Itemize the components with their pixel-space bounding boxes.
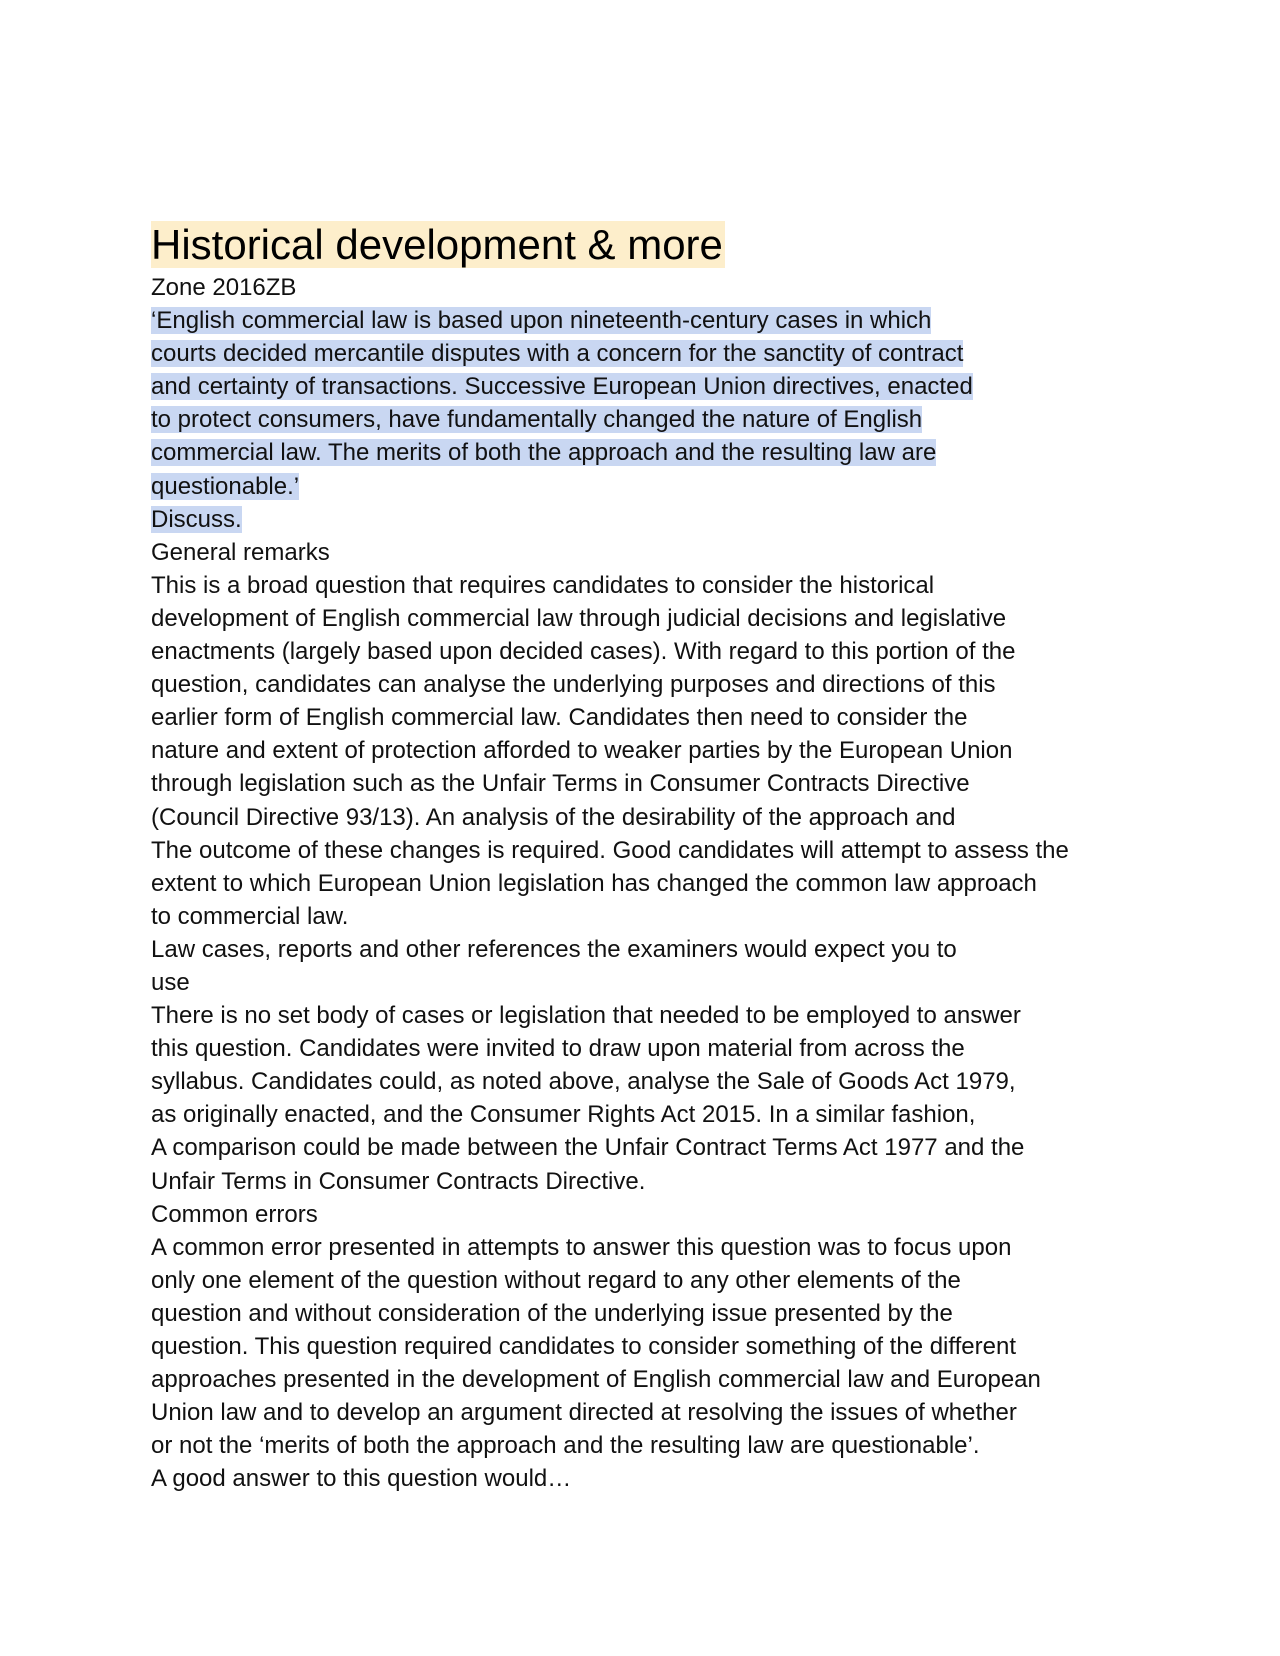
document-body — [151, 219, 1151, 1495]
paragraph-line: as originally enacted, and the Consumer Rights Act 2015. In a similar fashion, — [151, 1101, 976, 1129]
quote-line: and certainty of transactions. Successive European Union directives, enacted — [151, 373, 973, 401]
paragraph-line: this question. Candidates were invited to draw upon material from across the — [151, 1035, 965, 1063]
quote-line: commercial law. The merits of both the approach and the resulting law are — [151, 439, 937, 467]
paragraph-line: There is no set body of cases or legislation that needed to be employed to answer — [151, 1002, 1021, 1030]
paragraph-line: The outcome of these changes is required. Good candidates will attempt to assess the — [151, 836, 1069, 864]
paragraph-line: A common error presented in attempts to answer this question was to focus upon — [151, 1233, 1012, 1261]
zone-label: Zone 2016ZB — [151, 274, 297, 301]
paragraph-line: syllabus. Candidates could, as noted above, analyse the Sale of Goods Act 1979, — [151, 1068, 1016, 1096]
document-title — [151, 219, 1151, 270]
paragraph-line: extent to which European Union legislation has changed the common law approach — [151, 869, 1037, 897]
heading-line: use — [151, 968, 190, 996]
paragraph-line: question and without consideration of the underlying issue presented by the — [151, 1299, 953, 1327]
paragraph-line: through legislation such as the Unfair Terms in Consumer Contracts Directive — [151, 770, 970, 798]
paragraph-line: approaches presented in the development of English commercial law and European — [151, 1366, 1041, 1394]
title-highlight: Historical development & more — [151, 221, 723, 268]
heading-line: Law cases, reports and other references the examiners would expect you to — [151, 935, 957, 963]
paragraph-line: A comparison could be made between the Unfair Contract Terms Act 1977 and the — [151, 1134, 1025, 1162]
paragraph-line: A good answer to this question would… — [151, 1465, 572, 1493]
general-remarks-heading: General remarks — [151, 538, 330, 566]
references-heading — [151, 933, 1151, 999]
paragraph-line: enactments (largely based upon decided cases). With regard to this portion of the — [151, 638, 1016, 666]
quote-line: ‘English commercial law is based upon nineteenth-century cases in which — [151, 307, 932, 335]
quote-line: to protect consumers, have fundamentally changed the nature of English — [151, 406, 923, 434]
quote-line: questionable.’ — [151, 472, 300, 500]
paragraph-line: earlier form of English commercial law. Candidates then need to consider the — [151, 704, 968, 732]
paragraph-line: This is a broad question that requires candidates to consider the historical — [151, 571, 935, 599]
paragraph-line: Union law and to develop an argument directed at resolving the issues of whether — [151, 1399, 1017, 1427]
general-remarks-paragraph — [151, 569, 1151, 933]
paragraph-line: question, candidates can analyse the underlying purposes and directions of this — [151, 671, 996, 699]
paragraph-line: (Council Directive 93/13). An analysis of the desirability of the approach and — [151, 803, 956, 831]
references-paragraph — [151, 999, 1151, 1198]
discuss-line: Discuss. — [151, 505, 242, 533]
common-errors-heading: Common errors — [151, 1200, 318, 1228]
paragraph-line: question. This question required candidates to consider something of the different — [151, 1333, 1016, 1360]
paragraph-line: Unfair Terms in Consumer Contracts Directive. — [151, 1167, 646, 1195]
quote-line: courts decided mercantile disputes with a concern for the sanctity of contract — [151, 340, 964, 368]
question-quote[interactable] — [151, 304, 1151, 536]
paragraph-line: only one element of the question without regard to any other elements of the — [151, 1266, 961, 1294]
paragraph-line: nature and extent of protection afforded to weaker parties by the European Union — [151, 737, 1013, 765]
common-errors-paragraph — [151, 1231, 1151, 1496]
paragraph-line: development of English commercial law through judicial decisions and legislative — [151, 604, 1007, 632]
paragraph-line: to commercial law. — [151, 902, 349, 930]
paragraph-line: or not the ‘merits of both the approach and the resulting law are questionable’. — [151, 1432, 980, 1460]
